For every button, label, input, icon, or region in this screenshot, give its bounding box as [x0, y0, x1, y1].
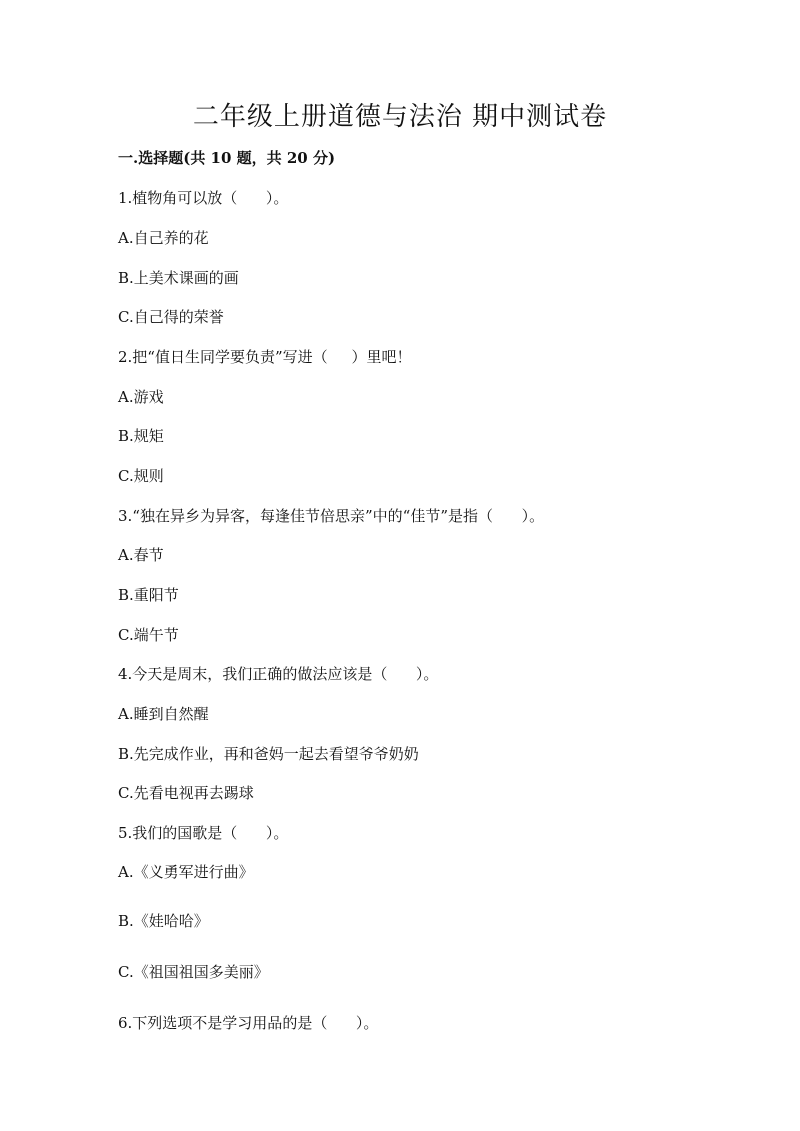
question-3-stem: 3.“独在异乡为异客，每逢佳节倍思亲”中的“佳节”是指（ ）。 — [118, 507, 545, 525]
question-1-option-a: A.自己养的花 — [118, 229, 209, 247]
question-4-option-a: A.睡到自然醒 — [118, 705, 209, 723]
question-1-stem: 1.植物角可以放（ ）。 — [118, 189, 289, 207]
question-5-option-a: A.《义勇军进行曲》 — [118, 863, 254, 881]
question-4-stem: 4.今天是周末，我们正确的做法应该是（ ）。 — [118, 665, 439, 683]
question-3-option-b: B.重阳节 — [118, 586, 179, 604]
question-2-option-a: A.游戏 — [118, 388, 164, 406]
question-6-stem: 6.下列选项不是学习用品的是（ ）。 — [118, 1014, 379, 1032]
question-1-option-c: C.自己得的荣誉 — [118, 308, 224, 326]
question-2-option-b: B.规矩 — [118, 427, 164, 445]
question-2-option-c: C.规则 — [118, 467, 164, 485]
question-4-option-b: B.先完成作业，再和爸妈一起去看望爷爷奶奶 — [118, 745, 419, 763]
question-5-stem: 5.我们的国歌是（ ）。 — [118, 824, 289, 842]
question-3-option-c: C.端午节 — [118, 626, 179, 644]
question-4-option-c: C.先看电视再去踢球 — [118, 784, 254, 802]
question-2-stem: 2.把“值日生同学要负责”写进（ ）里吧！ — [118, 348, 412, 366]
question-3-option-a: A.春节 — [118, 546, 164, 564]
question-5-option-b: B.《娃哈哈》 — [118, 912, 209, 930]
question-5-option-c: C.《祖国祖国多美丽》 — [118, 963, 269, 981]
page-title: 二年级上册道德与法治 期中测试卷 — [192, 102, 608, 132]
section-heading: 一.选择题(共 10 题，共 20 分) — [118, 149, 336, 167]
question-1-option-b: B.上美术课画的画 — [118, 269, 239, 287]
